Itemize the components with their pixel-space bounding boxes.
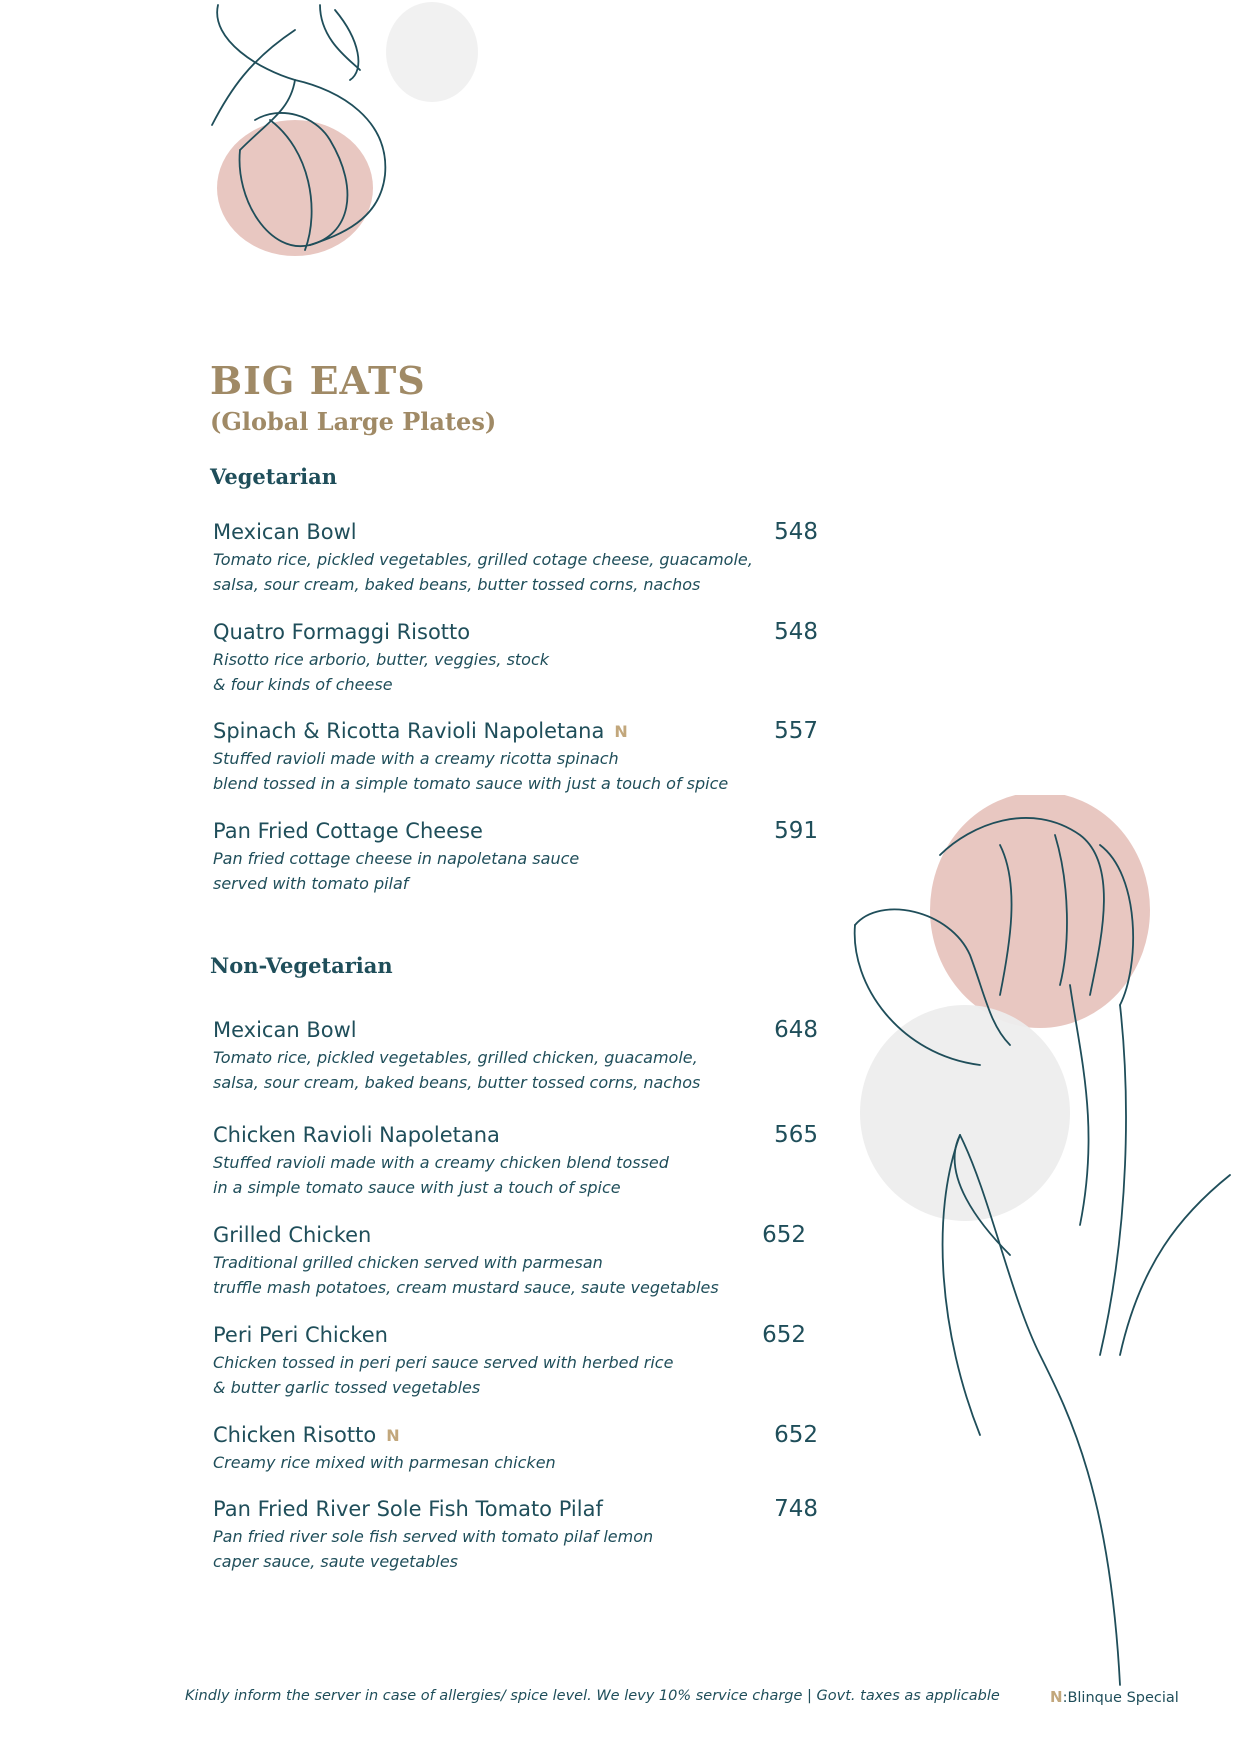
item-description-line: Pan fried cottage cheese in napoletana sauce — [213, 849, 580, 868]
menu-item — [213, 517, 818, 597]
item-name: Chicken Ravioli Napoletana — [213, 1123, 500, 1147]
item-name: Quatro Formaggi Risotto — [213, 620, 471, 644]
item-description-line: Stuffed ravioli made with a creamy chicken blend tossed — [213, 1153, 669, 1172]
blinque-special-badge: N — [386, 1426, 400, 1445]
item-description-line: Traditional grilled chicken served with parmesan — [213, 1253, 603, 1272]
item-description-line: truffle mash potatoes, cream mustard sauce, saute vegetables — [213, 1278, 719, 1297]
item-name-text: Spinach & Ricotta Ravioli Napoletana — [213, 719, 605, 743]
footer-note: Kindly inform the server in case of allergies/ spice level. We levy 10% service charge | Govt. taxes as applicable — [185, 1688, 1000, 1704]
item-description-line: salsa, sour cream, baked beans, butter tossed corns, nachos — [213, 575, 701, 594]
item-price: 648 — [774, 1017, 818, 1043]
section-heading-vegetarian: Vegetarian — [210, 464, 337, 489]
menu-title: BIG EATS — [210, 358, 426, 403]
item-name: Mexican Bowl — [213, 1018, 357, 1042]
item-description-line: blend tossed in a simple tomato sauce with just a touch of spice — [213, 774, 729, 793]
menu-item — [213, 1120, 818, 1200]
item-description-line: salsa, sour cream, baked beans, butter tossed corns, nachos — [213, 1073, 701, 1092]
item-price: 652 — [762, 1322, 806, 1348]
menu-item — [213, 1320, 818, 1400]
item-name: Pan Fried Cottage Cheese — [213, 819, 483, 843]
blinque-special-badge: N — [614, 722, 628, 741]
menu-item — [213, 1015, 818, 1095]
menu-subtitle: (Global Large Plates) — [210, 407, 497, 436]
item-name: Grilled Chicken — [213, 1223, 372, 1247]
item-price: 652 — [774, 1422, 818, 1448]
item-description-line: in a simple tomato sauce with just a touch of spice — [213, 1178, 621, 1197]
item-description-line: Tomato rice, pickled vegetables, grilled chicken, guacamole, — [213, 1048, 698, 1067]
legend-label: :Blinque Special — [1062, 1690, 1179, 1706]
item-description-line: & butter garlic tossed vegetables — [213, 1378, 481, 1397]
item-description-line: Creamy rice mixed with parmesan chicken — [213, 1453, 556, 1472]
item-price: 557 — [774, 718, 818, 744]
menu-item — [213, 1420, 818, 1475]
item-name-text: Chicken Risotto — [213, 1423, 377, 1447]
item-price: 565 — [774, 1122, 818, 1148]
menu-item — [213, 1220, 818, 1300]
item-description-line: Tomato rice, pickled vegetables, grilled cotage cheese, guacamole, — [213, 550, 753, 569]
item-description-line: Pan fried river sole fish served with tomato pilaf lemon — [213, 1527, 654, 1546]
special-legend — [1050, 1688, 1179, 1706]
item-name — [213, 716, 628, 747]
blinque-special-badge: N — [1050, 1688, 1063, 1706]
item-description-line: Stuffed ravioli made with a creamy ricotta spinach — [213, 749, 619, 768]
item-name: Mexican Bowl — [213, 520, 357, 544]
section-heading-non-vegetarian: Non-Vegetarian — [210, 953, 393, 978]
floral-illustration-top — [200, 0, 500, 275]
item-price: 548 — [774, 619, 818, 645]
menu-item — [213, 1494, 818, 1574]
item-description-line: caper sauce, saute vegetables — [213, 1552, 459, 1571]
item-price: 548 — [774, 519, 818, 545]
item-name — [213, 1420, 400, 1451]
menu-item — [213, 716, 818, 796]
item-price: 652 — [762, 1222, 806, 1248]
menu-item — [213, 617, 818, 697]
item-price: 591 — [774, 818, 818, 844]
item-price: 748 — [774, 1496, 818, 1522]
floral-illustration-right — [840, 795, 1240, 1695]
item-name: Peri Peri Chicken — [213, 1323, 388, 1347]
item-description-line: Chicken tossed in peri peri sauce served with herbed rice — [213, 1353, 674, 1372]
menu-item — [213, 816, 818, 896]
item-description-line: served with tomato pilaf — [213, 874, 409, 893]
item-description-line: Risotto rice arborio, butter, veggies, stock — [213, 650, 550, 669]
item-description-line: & four kinds of cheese — [213, 675, 393, 694]
item-name: Pan Fried River Sole Fish Tomato Pilaf — [213, 1497, 603, 1521]
